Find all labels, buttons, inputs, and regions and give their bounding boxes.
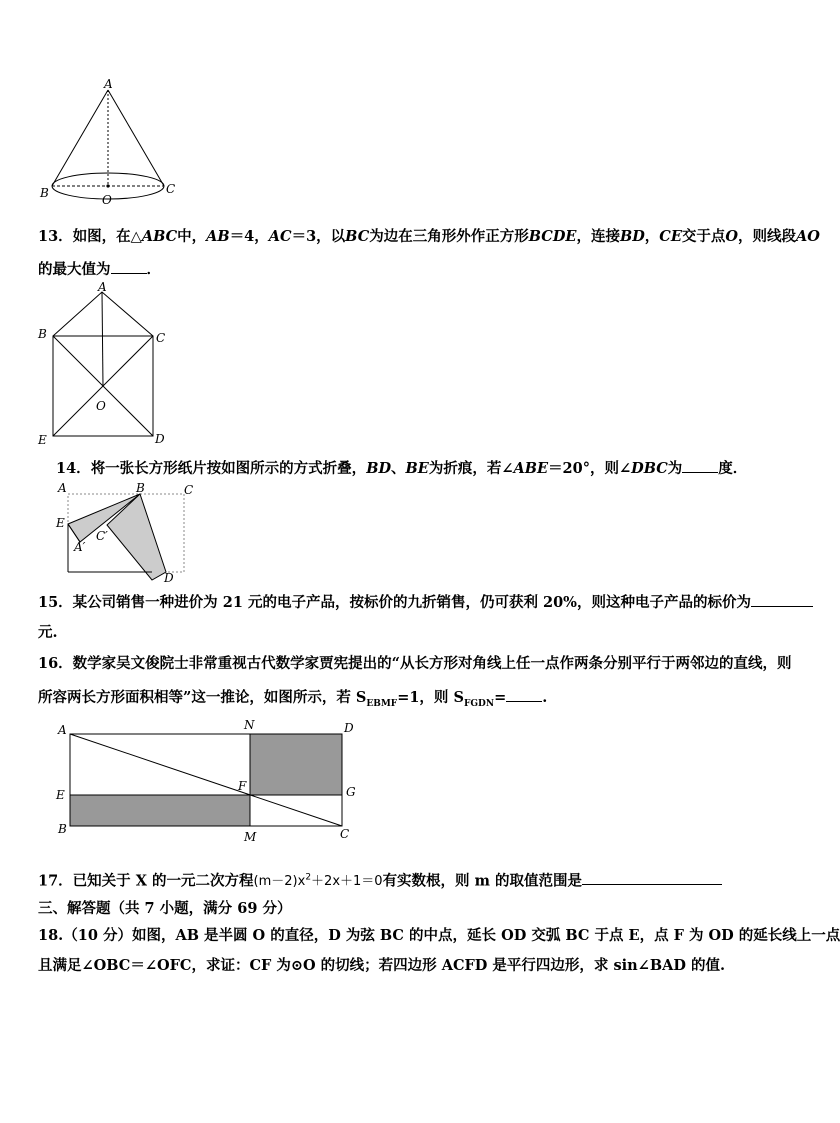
section-heading: 三、解答题（共 7 小题，满分 69 分） — [38, 900, 292, 917]
answer-blank[interactable] — [682, 458, 718, 473]
label-a: A — [98, 280, 107, 294]
label-g: G — [346, 785, 356, 799]
shaded-rect-fgdn — [250, 734, 342, 795]
cone-center-dot — [106, 184, 109, 187]
question-16-line-1: 16．数学家吴文俊院士非常重视古代数学家贾宪提出的“从长方形对角线上任一点作两条分别平行于两邻边的直线，则 — [38, 655, 792, 672]
label-e: E — [56, 516, 65, 530]
q13-figure — [34, 282, 174, 450]
question-17-text: 17．已知关于 X 的一元二次方程$(m-2)x^2+2x+1=0$有实数根，则 m 的取值范围是 — [38, 869, 722, 891]
question-13-line-2: 的最大值为 ． — [38, 261, 161, 278]
label-m: M — [244, 830, 257, 844]
label-c: C — [340, 827, 350, 841]
label-b: B — [40, 186, 49, 200]
label-b: B — [58, 822, 67, 836]
label-e: E — [38, 433, 47, 447]
label-a: A — [58, 481, 67, 495]
answer-blank[interactable] — [582, 870, 722, 885]
q14-figure — [52, 480, 202, 585]
label-c: C — [156, 331, 166, 345]
cone-left-edge — [52, 90, 108, 186]
label-b: B — [38, 327, 47, 341]
label-o: O — [102, 193, 112, 207]
label-e: E — [56, 788, 65, 802]
label-c-prime: C′ — [96, 529, 108, 543]
segment-ao — [102, 292, 103, 386]
label-c: C — [184, 483, 194, 497]
label-d: D — [155, 432, 165, 446]
cone-figure — [30, 78, 190, 208]
label-a-prime: A′ — [74, 540, 86, 554]
label-o: O — [96, 399, 106, 413]
answer-blank[interactable] — [111, 259, 147, 274]
question-15-line-2: 元. — [38, 624, 58, 641]
question-16-line-2: 所容两长方形面积相等”这一推论，如图所示，若 $S_{EBMF}=1$，则 $S_{FGDN}=$ . — [38, 689, 548, 709]
question-18-line-2: 且满足∠OBC＝∠OFC，求证：CF 为⊙O 的切线；若四边形 ACFD 是平行四边形，求 sin∠BAD 的值. — [38, 957, 726, 974]
equation: $(m-2)x^2+2x+1=0$ — [253, 873, 383, 890]
cone-right-edge — [108, 90, 164, 186]
label-c: C — [166, 182, 176, 196]
answer-blank[interactable] — [506, 687, 542, 702]
label-d: D — [344, 721, 354, 735]
label-a: A — [58, 723, 67, 737]
label-a: A — [104, 77, 113, 91]
question-13-line-1: 13．如图，在△ABC中，AB＝4，AC＝3，以BC为边在三角形外作正方形BCDE，连接BD，CE交于点O，则线段AO — [38, 228, 820, 245]
shaded-rect-ebmf — [70, 795, 250, 826]
question-18-line-1: 18.（10 分）如图，AB 是半圆 O 的直径，D 为弦 BC 的中点，延长 OD 交弧 BC 于点 E，点 F 为 OD 的延长线上一点 — [38, 927, 840, 944]
triangle-abc — [53, 292, 153, 336]
label-b: B — [136, 481, 145, 495]
label-d: D — [164, 571, 174, 585]
answer-blank[interactable] — [751, 592, 813, 607]
question-15-line-1: 15．某公司销售一种进价为 21 元的电子产品，按标价的九折销售，仍可获利 20%，则这种电子产品的标价为 — [38, 592, 813, 612]
label-f: F — [238, 779, 247, 793]
q16-figure — [50, 716, 370, 848]
label-n: N — [244, 718, 255, 732]
question-14-text: 14．将一张长方形纸片按如图所示的方式折叠，BD、BE为折痕，若∠ABE＝20°，则∠DBC为 度． — [56, 460, 748, 477]
